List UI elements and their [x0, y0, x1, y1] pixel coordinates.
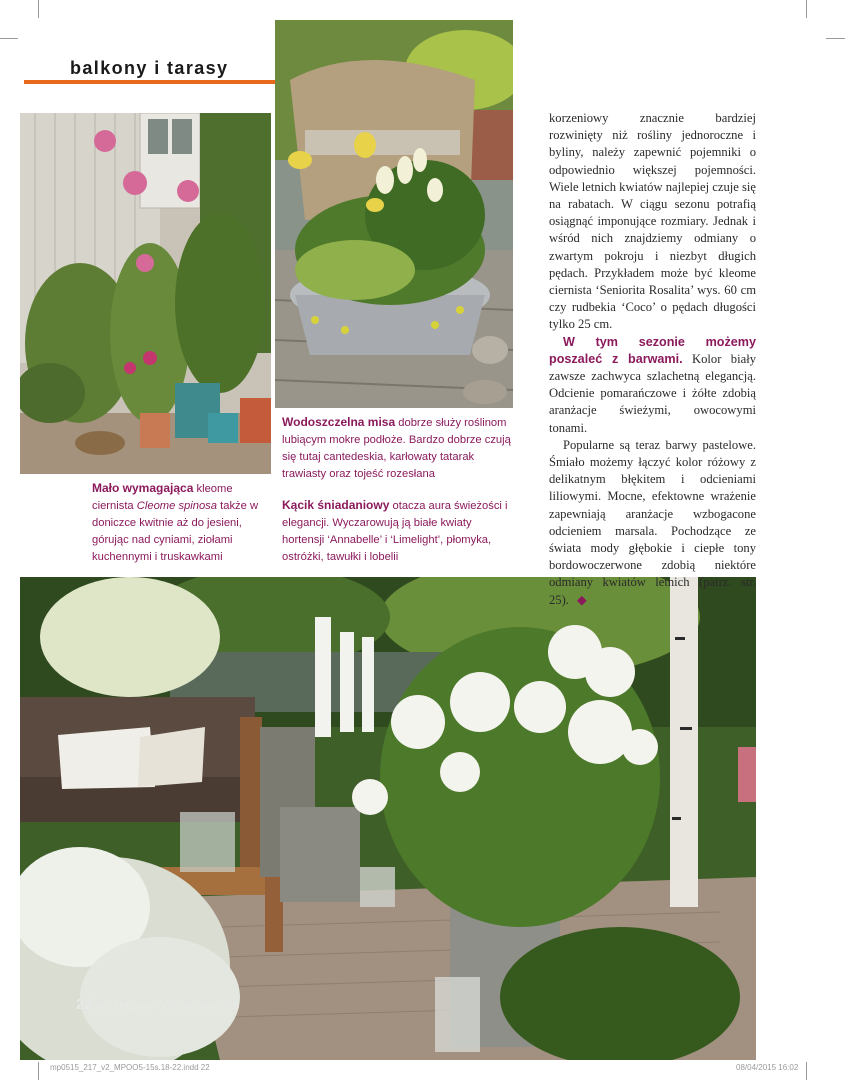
photo-breakfast-corner: [20, 577, 756, 1060]
article-body: [549, 110, 756, 609]
section-rule: [24, 80, 286, 84]
crop-mark: [0, 38, 18, 39]
photo-cleome-pots: [20, 113, 271, 474]
article-paragraph: korzeniowy znacznie bardziej rozwinięty niż rośliny jednoroczne i byliny, należy zapewnić pojemniki o odpowiednio większej pojemności. Wiele letnich kwiatów najlepiej czuje się na rabatach. W ciągu sezonu potrafią osiągnąć imponujące rozmiary. Jednak i wśród nich znajdziemy odmiany o zwartym pokroju i niezbyt długich pędach. Przykładem może być kleome ciernista ‘Seniorita Rosalita’ wys. 60 cm czy rudbekia ‘Coco’ o pędach długości tylko 25 cm.: [549, 111, 756, 332]
slug-file: mp0515_217_v2_MPOO5-15s.18-22.indd 22: [50, 1063, 210, 1072]
crop-mark: [826, 38, 845, 39]
section-header: [20, 58, 290, 88]
caption-text: dobrze służy roślinom lubiącym mokre podłoże. Bardzo dobrze czują się tutaj cantedeskia, karłowaty tatarak trawiasty oraz tojeść rozesłana: [282, 417, 511, 480]
crop-mark: [806, 0, 807, 18]
caption-text: kleome ciernista: [92, 483, 233, 512]
crop-mark: [38, 0, 39, 18]
section-title: balkony i tarasy: [70, 58, 229, 78]
slug-timestamp: 08/04/2015 16:02: [736, 1063, 799, 1072]
article-paragraph-text: Popularne są teraz barwy pastelowe. Śmiało możemy łączyć kolor różowy z delikatnym błękitem i odcieniami liliowymi. Mocne, efektowne wrażenie zapewniają aranżacje wzbogacone odcieniem marsala. Pochodzące ze świata mody głębokie i ciepłe tony bordowoczerwone zdobią niektóre odmiany kwiatów letnich (patrz. str. 25).: [549, 437, 756, 607]
end-mark-icon: ◆: [576, 592, 587, 607]
caption-lead: Mało wymagająca: [92, 481, 194, 495]
page-number: 22: [76, 996, 93, 1013]
caption-species: Cleome spinosa: [136, 500, 218, 512]
article-subhead: W tym sezonie możemy poszaleć z barwami.: [549, 334, 756, 366]
article-paragraph: [549, 437, 756, 609]
crop-mark: [806, 1062, 807, 1080]
photo-water-bowl: [275, 20, 513, 408]
caption-lead: Wodoszczelna misa: [282, 415, 396, 429]
magazine-issue: MÓJ PIĘKNY OGRÓD | Maj 2015: [96, 1001, 240, 1012]
caption-water-bowl: [282, 414, 514, 483]
crop-mark: [38, 1062, 39, 1080]
page-footer: [76, 996, 239, 1013]
article-paragraph-text: Kolor biały zawsze zachwyca szlachetną elegancją. Odcienie pomarańczowe i żółte zdobią aranżacje świeżymi, owocowymi tonami.: [549, 351, 756, 435]
caption-text: otacza aura świeżości i elegancji. Wyczarowują ją białe kwiaty hortensji ‘Annabelle’ i ‘Limelight’, płomyka, ostróżki, tawułki i lobelii: [282, 500, 508, 563]
article-paragraph: [549, 334, 756, 437]
caption-lead: Kącik śniadaniowy: [282, 498, 390, 512]
caption-cleome: [92, 480, 262, 566]
caption-text: także w doniczce kwitnie aż do jesieni, górując nad cyniami, ziołami kuchennymi i truskawkami: [92, 500, 259, 563]
caption-breakfast-corner: [282, 497, 516, 566]
